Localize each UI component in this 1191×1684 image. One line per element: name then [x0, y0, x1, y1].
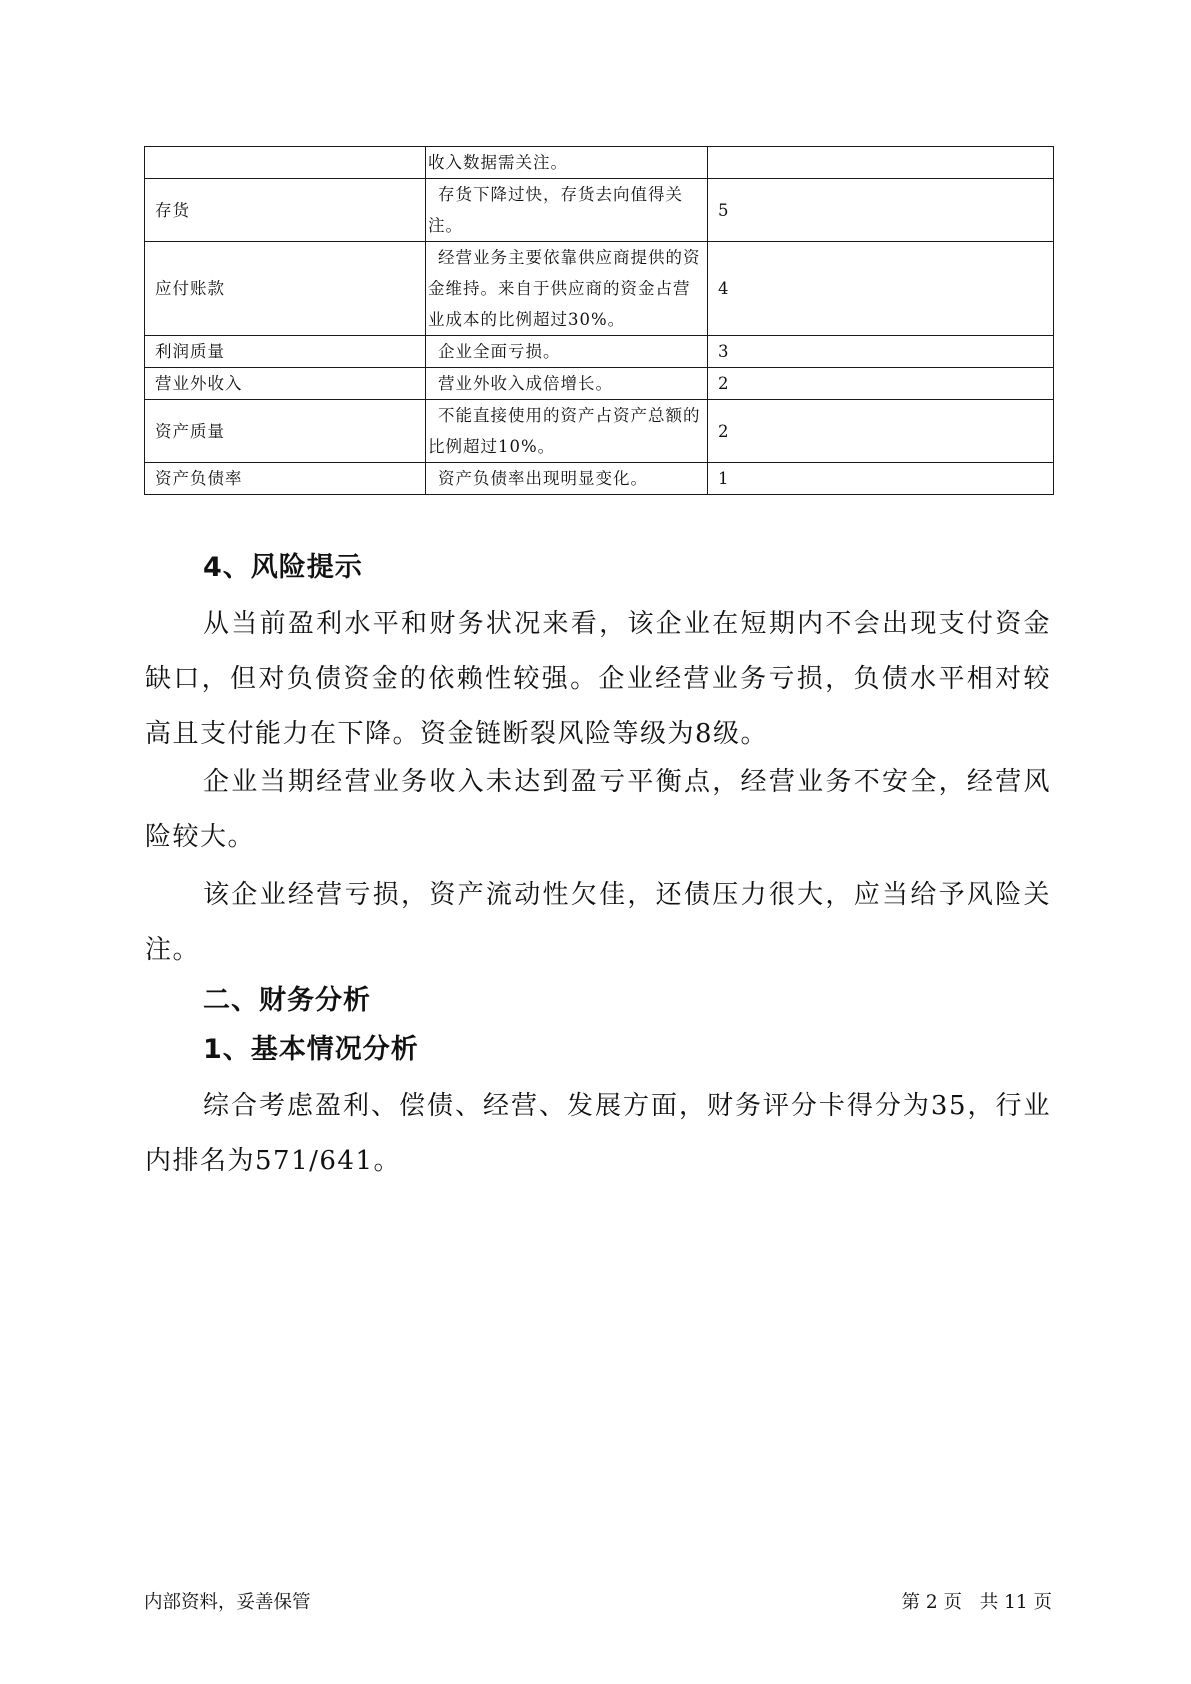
table-row [145, 463, 1054, 495]
table-cell-item [145, 147, 426, 179]
table-row [145, 147, 1054, 179]
financial-analysis-heading: 二、财务分析 [203, 985, 371, 1016]
table-cell-score [708, 147, 1054, 179]
table-cell-desc [426, 400, 708, 463]
table-cell-score: 2 [708, 400, 1054, 463]
table-cell-desc-text: 营业外收入成倍增长。 [438, 374, 613, 393]
table-row [145, 336, 1054, 368]
table-cell-score: 4 [708, 242, 1054, 336]
table-cell-item: 存货 [145, 179, 426, 242]
table-cell-desc [426, 336, 708, 368]
table-cell-desc [426, 368, 708, 400]
table-cell-desc-text: 经营业务主要依靠供应商提供的资金维持。来自于供应商的资金占营业成本的比例超过30%。 [428, 248, 701, 329]
table-cell-desc-text: 企业全面亏损。 [438, 342, 561, 361]
risk-paragraph-1: 从当前盈利水平和财务状况来看，该企业在短期内不会出现支付资金缺口，但对负债资金的依赖性较强。企业经营业务亏损，负债水平相对较高且支付能力在下降。资金链断裂风险等级为8级。 [145, 609, 1051, 749]
table-cell-desc [426, 179, 708, 242]
risk-warning-heading: 4、风险提示 [203, 552, 363, 583]
table-cell-item: 应付账款 [145, 242, 426, 336]
table-cell-score: 1 [708, 463, 1054, 495]
footer-confidential-note: 内部资料，妥善保管 [144, 1592, 311, 1613]
table-cell-desc [426, 242, 708, 336]
footer-page-number: 第 2 页 共 11 页 [901, 1592, 1052, 1613]
table-cell-desc-text: 资产负债率出现明显变化。 [438, 469, 648, 488]
table-cell-desc-text: 存货下降过快，存货去向值得关注。 [428, 185, 683, 235]
table-cell-score: 5 [708, 179, 1054, 242]
risk-paragraph-2: 企业当期经营业务收入未达到盈亏平衡点，经营业务不安全，经营风险较大。 [145, 767, 1051, 852]
table-cell-desc [426, 463, 708, 495]
risk-indicator-table [144, 146, 1054, 495]
table-row [145, 179, 1054, 242]
table-row [145, 368, 1054, 400]
table-row [145, 400, 1054, 463]
table-cell-item: 利润质量 [145, 336, 426, 368]
table-cell-desc: 收入数据需关注。 [426, 147, 708, 179]
table-cell-score: 3 [708, 336, 1054, 368]
basic-analysis-paragraph: 综合考虑盈利、偿债、经营、发展方面，财务评分卡得分为35，行业内排名为571/641。 [145, 1091, 1051, 1176]
table-cell-score: 2 [708, 368, 1054, 400]
table-row [145, 242, 1054, 336]
risk-paragraph-3: 该企业经营亏损，资产流动性欠佳，还债压力很大，应当给予风险关注。 [145, 880, 1051, 965]
basic-analysis-heading: 1、基本情况分析 [203, 1034, 419, 1065]
table-cell-item: 资产负债率 [145, 463, 426, 495]
table-cell-desc-text: 不能直接使用的资产占资产总额的比例超过10%。 [428, 406, 701, 456]
table-cell-item: 营业外收入 [145, 368, 426, 400]
table-cell-item: 资产质量 [145, 400, 426, 463]
